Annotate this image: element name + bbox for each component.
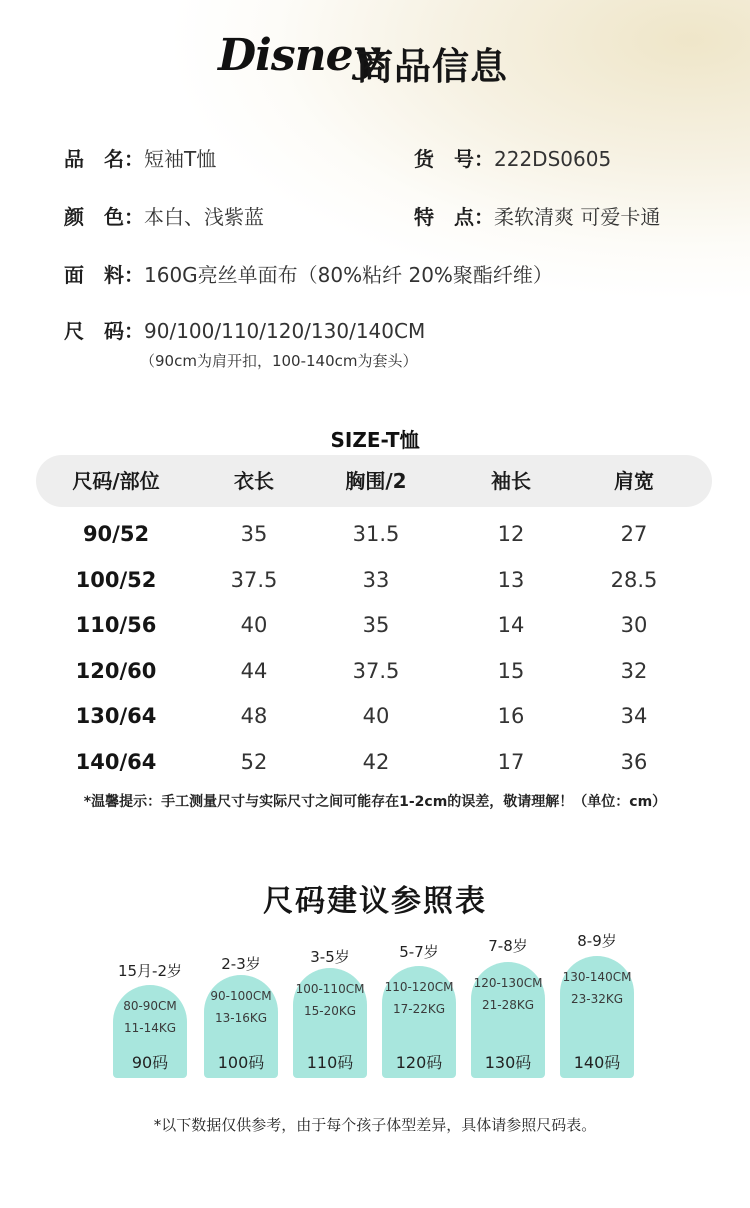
table-cell: 15 [497, 658, 525, 683]
age-range: 5-7岁 [399, 943, 439, 961]
product-size [64, 315, 425, 344]
weight-range: 23-32KG [570, 992, 624, 1006]
table-cell: 48 [240, 704, 268, 729]
product-color-label: 颜 色： [64, 205, 144, 229]
table-cell: 17 [497, 750, 525, 774]
size-label-cell: 130/64 [75, 704, 157, 729]
size-note: （90cm为肩开扣，100-140cm为套头） [140, 352, 418, 370]
size-label-cell: 100/52 [75, 567, 157, 592]
page-title: 商品信息 [356, 45, 508, 88]
product-feature-label: 特 点： [414, 205, 494, 229]
product-name-value: 短袖T恤 [144, 147, 217, 171]
product-feature-value: 柔软清爽 可爱卡通 [494, 205, 661, 229]
product-sku-label: 货 号： [414, 147, 494, 171]
size-label-cell: 110/56 [75, 613, 157, 638]
size-table-header-cell: 肩宽 [614, 469, 654, 493]
age-range: 3-5岁 [310, 948, 350, 966]
table-cell: 37.5 [230, 567, 278, 592]
size-label-cell: 140/64 [75, 750, 157, 774]
height-range: 120-130CM [473, 976, 543, 990]
table-cell: 14 [497, 613, 525, 638]
age-range: 7-8岁 [488, 937, 528, 955]
measurement-tip: *温馨提示：手工测量尺寸与实际尺寸之间可能存在1-2cm的误差，敬请理解！（单位：cm） [83, 794, 667, 810]
reference-footnote: *以下数据仅供参考，由于每个孩子体型差异，具体请参照尺码表。 [153, 1116, 597, 1134]
table-cell: 32 [620, 658, 648, 683]
weight-range: 15-20KG [303, 1004, 357, 1018]
weight-range: 17-22KG [392, 1002, 446, 1016]
header [0, 24, 750, 94]
height-range: 90-100CM [210, 989, 272, 1003]
size-code: 140码 [573, 1053, 621, 1072]
weight-range: 13-16KG [214, 1011, 268, 1025]
table-cell: 36 [620, 750, 648, 774]
reference-title: 尺码建议参照表 [263, 884, 487, 919]
size-code: 110码 [306, 1053, 354, 1072]
disney-logo: Disney [218, 30, 378, 81]
size-table-header-cell: 胸围/2 [345, 469, 407, 493]
size-label-cell: 120/60 [75, 658, 157, 683]
table-cell: 40 [240, 613, 268, 638]
product-feature [414, 201, 660, 230]
table-cell: 35 [240, 522, 268, 546]
table-row [0, 740, 750, 784]
table-cell: 52 [240, 750, 268, 774]
size-code: 130码 [484, 1053, 532, 1072]
table-cell: 13 [497, 567, 525, 592]
table-cell: 33 [362, 567, 390, 592]
product-size-value: 90/100/110/120/130/140CM [144, 319, 426, 343]
height-range: 80-90CM [123, 999, 177, 1013]
size-code: 120码 [395, 1053, 443, 1072]
product-name-label: 品 名： [64, 147, 144, 171]
size-label-cell: 90/52 [82, 522, 150, 546]
table-cell: 34 [620, 704, 648, 729]
size-code: 90码 [131, 1053, 169, 1072]
table-cell: 31.5 [352, 522, 400, 546]
size-table-header-cell: 袖长 [491, 469, 531, 493]
table-cell: 44 [240, 658, 268, 683]
size-table-header-cell: 衣长 [234, 469, 274, 493]
size-table-header-cell: 尺码/部位 [72, 469, 160, 493]
weight-range: 11-14KG [123, 1021, 177, 1035]
product-size-label: 尺 码： [64, 319, 144, 343]
product-name [64, 143, 216, 172]
age-range: 2-3岁 [221, 955, 261, 973]
age-range: 8-9岁 [577, 932, 617, 950]
table-cell: 42 [362, 750, 390, 774]
table-cell: 40 [362, 704, 390, 729]
table-cell: 12 [497, 522, 525, 546]
table-row [0, 694, 750, 738]
product-fabric-label: 面 料： [64, 263, 144, 287]
table-row [0, 649, 750, 693]
height-range: 110-120CM [384, 980, 454, 994]
table-cell: 37.5 [352, 658, 400, 683]
table-cell: 27 [620, 522, 648, 546]
table-cell: 28.5 [610, 567, 658, 592]
size-code: 100码 [217, 1053, 265, 1072]
table-cell: 35 [362, 613, 390, 638]
table-row [0, 512, 750, 556]
product-fabric-value: 160G亮丝单面布（80%粘纤 20%聚酯纤维） [144, 263, 553, 287]
table-cell: 30 [620, 613, 648, 638]
weight-range: 21-28KG [481, 998, 535, 1012]
size-table-title: SIZE-T恤 [330, 428, 420, 452]
product-color [64, 201, 264, 230]
height-range: 130-140CM [562, 970, 632, 984]
product-color-value: 本白、浅紫蓝 [144, 205, 264, 229]
table-row [0, 558, 750, 602]
height-range: 100-110CM [295, 982, 365, 996]
product-sku [414, 143, 611, 172]
table-row [0, 603, 750, 647]
table-cell: 16 [497, 704, 525, 729]
product-fabric [64, 259, 553, 288]
product-sku-value: 222DS0605 [494, 147, 612, 171]
age-range: 15月-2岁 [117, 962, 183, 980]
